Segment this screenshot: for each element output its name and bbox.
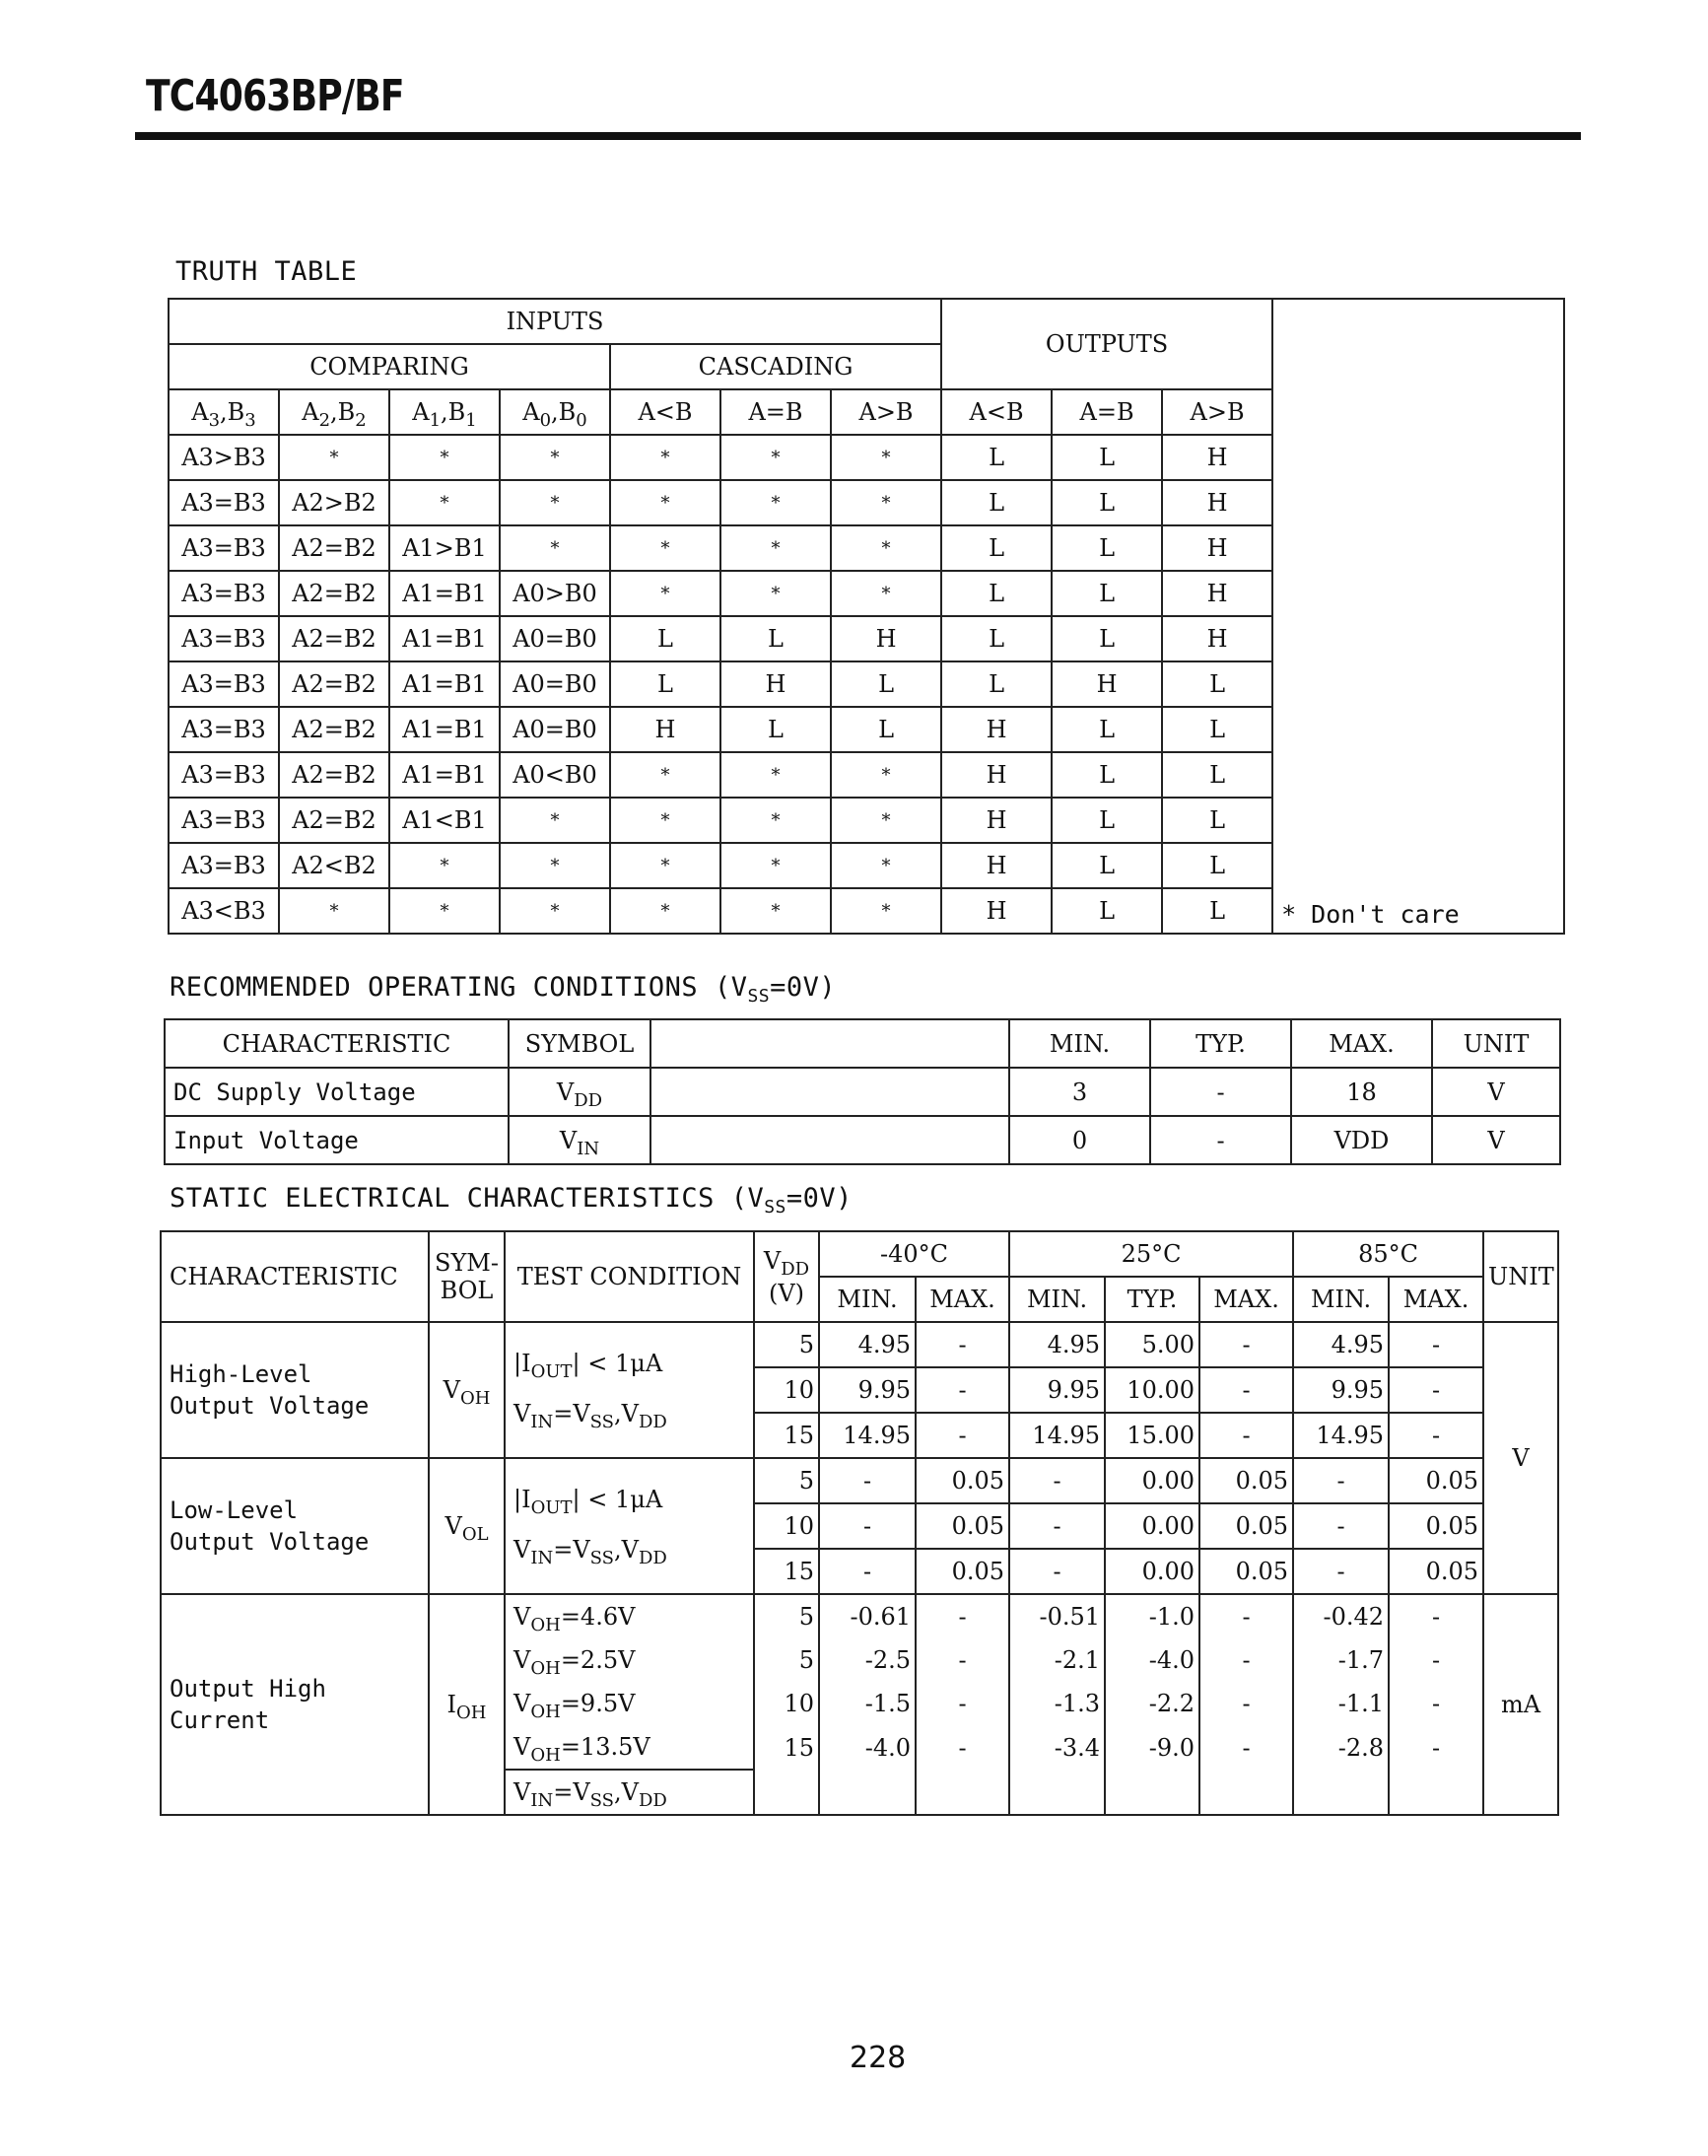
column-header: MIN. (1009, 1019, 1150, 1068)
table-cell: H (1052, 661, 1162, 707)
column-header: A>B (831, 389, 941, 435)
table-cell: - (1199, 1725, 1293, 1770)
column-header: MAX. (1389, 1277, 1483, 1322)
table-cell: A1=B1 (389, 661, 500, 707)
table-cell: 5 (754, 1458, 819, 1503)
table-cell: 0.05 (1199, 1549, 1293, 1594)
table-cell: -1.5 (819, 1682, 916, 1725)
table-cell: 15 (754, 1413, 819, 1458)
table-cell: 0.05 (1199, 1458, 1293, 1503)
table-cell: 14.95 (819, 1413, 916, 1458)
table-cell (1105, 1770, 1199, 1815)
table-cell: $V_{OH}=2.5V$ (505, 1638, 754, 1682)
column-header: $A_1,B_1$ (389, 389, 500, 435)
table-cell: -4.0 (1105, 1638, 1199, 1682)
table-cell: - (1150, 1116, 1291, 1164)
cascading-label: CASCADING (610, 344, 941, 389)
table-cell: - (1293, 1503, 1389, 1549)
column-header: SYM-BOL (429, 1231, 505, 1322)
table-cell: $V_{IN}$ (509, 1116, 650, 1164)
table-cell: L (720, 616, 831, 661)
table-cell: $I_{OH}$ (429, 1594, 505, 1815)
table-cell: A3<B3 (169, 888, 279, 934)
table-cell: * (720, 888, 831, 934)
table-cell: 5 (754, 1594, 819, 1638)
table-cell: V (1432, 1116, 1560, 1164)
table-cell: - (1389, 1367, 1483, 1413)
roc-heading: RECOMMENDED OPERATING CONDITIONS $(V_{SS}=0V)$ (170, 972, 837, 1007)
table-cell: 0.00 (1105, 1503, 1199, 1549)
column-header: TYP. (1150, 1019, 1291, 1068)
table-cell: $|I_{OUT}| < 1\mu A$ $V_{IN}=V_{SS},V_{DD}$ (505, 1322, 754, 1458)
table-cell: - (1293, 1458, 1389, 1503)
table-cell: -2.1 (1009, 1638, 1105, 1682)
table-cell: $V_{IN}=V_{SS},V_{DD}$ (505, 1770, 754, 1815)
dont-care-note: * Don't care (1272, 299, 1564, 934)
table-cell: A2>B2 (279, 480, 389, 525)
table-cell: 0.00 (1105, 1458, 1199, 1503)
table-cell: H (610, 707, 720, 752)
table-cell: 14.95 (1293, 1413, 1389, 1458)
table-cell: - (916, 1725, 1009, 1770)
table-cell: - (819, 1549, 916, 1594)
table-cell: 9.95 (819, 1367, 916, 1413)
table-cell: -0.51 (1009, 1594, 1105, 1638)
table-cell: Low-Level Output Voltage (161, 1458, 429, 1594)
table-cell (1009, 1770, 1105, 1815)
column-header: MAX. (916, 1277, 1009, 1322)
table-cell: 4.95 (1009, 1322, 1105, 1367)
table-cell: Input Voltage (165, 1116, 509, 1164)
column-header: MIN. (1009, 1277, 1105, 1322)
table-cell: Output High Current (161, 1594, 429, 1815)
table-cell: 0.05 (916, 1549, 1009, 1594)
table-cell: L (720, 707, 831, 752)
table-cell (1199, 1770, 1293, 1815)
table-cell: - (1389, 1322, 1483, 1367)
table-cell: -2.8 (1293, 1725, 1389, 1770)
table-cell: H (941, 752, 1052, 798)
table-cell: -2.2 (1105, 1682, 1199, 1725)
table-row (165, 1116, 1560, 1164)
sec-heading-condition: $(V_{SS}=0V)$ (730, 1183, 853, 1217)
table-cell: L (1052, 525, 1162, 571)
title-rule (135, 132, 1581, 140)
table-cell: A2=B2 (279, 707, 389, 752)
table-cell: - (1389, 1594, 1483, 1638)
table-cell: * (831, 435, 941, 480)
table-cell: - (1199, 1322, 1293, 1367)
table-cell: L (610, 616, 720, 661)
table-cell: A3=B3 (169, 752, 279, 798)
table-cell: A0=B0 (500, 616, 610, 661)
table-cell: * (389, 888, 500, 934)
table-cell: - (819, 1503, 916, 1549)
table-cell: 0.05 (1389, 1549, 1483, 1594)
table-cell: 3 (1009, 1068, 1150, 1116)
table-cell: 4.95 (819, 1322, 916, 1367)
table-cell: 5 (754, 1638, 819, 1682)
table-cell: H (1162, 480, 1272, 525)
table-cell: - (1009, 1458, 1105, 1503)
table-cell: * (831, 752, 941, 798)
table-cell: $V_{OH}=4.6V$ (505, 1594, 754, 1638)
table-cell: L (1162, 843, 1272, 888)
table-cell: * (610, 480, 720, 525)
table-cell: V (1483, 1322, 1558, 1594)
static-electrical-characteristics-table (160, 1230, 1559, 1816)
table-cell: 18 (1291, 1068, 1432, 1116)
column-header: A=B (1052, 389, 1162, 435)
table-cell: A3=B3 (169, 480, 279, 525)
truth-table (168, 298, 1565, 935)
table-cell (754, 1770, 819, 1815)
table-cell: H (720, 661, 831, 707)
table-cell: L (610, 661, 720, 707)
table-cell: A3=B3 (169, 525, 279, 571)
table-cell: * (720, 480, 831, 525)
table-cell: A0>B0 (500, 571, 610, 616)
table-cell: L (831, 661, 941, 707)
table-cell: * (279, 888, 389, 934)
roc-heading-condition: $(V_{SS}=0V)$ (714, 972, 837, 1007)
table-cell: - (1199, 1594, 1293, 1638)
outputs-label: OUTPUTS (941, 299, 1272, 389)
table-cell: * (831, 525, 941, 571)
column-header: MIN. (819, 1277, 916, 1322)
table-cell: L (941, 525, 1052, 571)
table-cell: $V_{OL}$ (429, 1458, 505, 1594)
column-header: TEST CONDITION (505, 1231, 754, 1322)
table-cell: - (916, 1682, 1009, 1725)
table-cell: * (389, 480, 500, 525)
table-cell: L (1052, 707, 1162, 752)
sec-heading: STATIC ELECTRICAL CHARACTERISTICS $(V_{SS}=0V)$ (170, 1183, 853, 1217)
table-cell: * (831, 798, 941, 843)
table-cell: * (831, 571, 941, 616)
table-cell: 15.00 (1105, 1413, 1199, 1458)
table-cell: L (941, 616, 1052, 661)
truth-table-heading: TRUTH TABLE (175, 256, 358, 287)
table-cell: * (610, 525, 720, 571)
table-cell (916, 1770, 1009, 1815)
table-cell: L (1052, 843, 1162, 888)
column-header: 25°C (1009, 1231, 1293, 1277)
table-cell: * (279, 435, 389, 480)
table-cell: $V_{OH}=9.5V$ (505, 1682, 754, 1725)
recommended-operating-conditions-table (164, 1018, 1561, 1165)
table-cell: H (941, 843, 1052, 888)
table-cell: L (1052, 435, 1162, 480)
column-header: A<B (610, 389, 720, 435)
table-cell: - (916, 1322, 1009, 1367)
column-header: TYP. (1105, 1277, 1199, 1322)
table-cell: 9.95 (1293, 1367, 1389, 1413)
table-cell: * (720, 435, 831, 480)
table-cell: -3.4 (1009, 1725, 1105, 1770)
table-cell: A3=B3 (169, 661, 279, 707)
table-cell: A3=B3 (169, 616, 279, 661)
table-cell: L (1052, 798, 1162, 843)
table-cell: - (916, 1367, 1009, 1413)
column-header: SYMBOL (509, 1019, 650, 1068)
table-cell: A1=B1 (389, 752, 500, 798)
comparing-label: COMPARING (169, 344, 610, 389)
table-cell: H (831, 616, 941, 661)
column-header (650, 1019, 1009, 1068)
inputs-label: INPUTS (169, 299, 941, 344)
table-cell: A2<B2 (279, 843, 389, 888)
table-cell: 10 (754, 1367, 819, 1413)
table-cell: A0<B0 (500, 752, 610, 798)
column-header: $A_3,B_3$ (169, 389, 279, 435)
table-header-row (161, 1231, 1558, 1277)
table-cell: -1.1 (1293, 1682, 1389, 1725)
table-cell: DC Supply Voltage (165, 1068, 509, 1116)
table-cell: A1=B1 (389, 707, 500, 752)
table-cell: * (831, 480, 941, 525)
table-cell: A2=B2 (279, 752, 389, 798)
table-cell: * (720, 798, 831, 843)
table-cell: -9.0 (1105, 1725, 1199, 1770)
table-cell: * (500, 843, 610, 888)
table-header-row (165, 1019, 1560, 1068)
table-cell: * (610, 435, 720, 480)
table-cell: - (1199, 1682, 1293, 1725)
table-cell: H (1162, 435, 1272, 480)
table-cell: * (831, 888, 941, 934)
table-cell: * (389, 435, 500, 480)
table-cell: * (500, 435, 610, 480)
table-cell: * (720, 843, 831, 888)
table-cell: - (916, 1413, 1009, 1458)
table-cell: H (941, 888, 1052, 934)
table-cell: $V_{OH}$ (429, 1322, 505, 1458)
table-cell: mA (1483, 1594, 1558, 1815)
table-cell: * (610, 571, 720, 616)
table-cell: 9.95 (1009, 1367, 1105, 1413)
table-cell: -4.0 (819, 1725, 916, 1770)
table-cell: * (720, 525, 831, 571)
table-cell: 15 (754, 1549, 819, 1594)
table-cell (819, 1770, 916, 1815)
table-cell: 0.00 (1105, 1549, 1199, 1594)
table-cell: -1.7 (1293, 1638, 1389, 1682)
table-cell: H (1162, 525, 1272, 571)
table-cell: High-Level Output Voltage (161, 1322, 429, 1458)
table-cell: -0.42 (1293, 1594, 1389, 1638)
table-cell: L (1162, 798, 1272, 843)
column-header: MIN. (1293, 1277, 1389, 1322)
table-cell: - (1389, 1682, 1483, 1725)
table-cell: - (916, 1594, 1009, 1638)
table-cell: L (1052, 888, 1162, 934)
table-cell: A3>B3 (169, 435, 279, 480)
table-cell: L (1052, 752, 1162, 798)
table-cell: A3=B3 (169, 571, 279, 616)
page-title: TC4063BP/BF (146, 71, 404, 121)
table-cell: L (831, 707, 941, 752)
table-cell: - (1009, 1503, 1105, 1549)
table-cell: L (941, 571, 1052, 616)
table-cell: H (941, 707, 1052, 752)
column-header: 85°C (1293, 1231, 1483, 1277)
table-row (161, 1594, 1558, 1638)
table-cell: A3=B3 (169, 798, 279, 843)
table-cell: $|I_{OUT}| < 1\mu A$ $V_{IN}=V_{SS},V_{DD}$ (505, 1458, 754, 1594)
column-header: MAX. (1291, 1019, 1432, 1068)
column-header: $A_2,B_2$ (279, 389, 389, 435)
table-cell: * (610, 752, 720, 798)
table-cell (1293, 1770, 1389, 1815)
table-cell: A1>B1 (389, 525, 500, 571)
table-cell: 0.05 (916, 1503, 1009, 1549)
table-cell: * (500, 798, 610, 843)
table-cell: * (720, 571, 831, 616)
table-cell: * (720, 752, 831, 798)
table-cell: 0 (1009, 1116, 1150, 1164)
table-cell: A1=B1 (389, 616, 500, 661)
column-header: CHARACTERISTIC (161, 1231, 429, 1322)
table-cell: L (941, 435, 1052, 480)
table-cell: L (1162, 707, 1272, 752)
table-cell: A3=B3 (169, 843, 279, 888)
table-cell: A0=B0 (500, 661, 610, 707)
table-cell: V (1432, 1068, 1560, 1116)
table-cell: * (610, 843, 720, 888)
column-header: -40°C (819, 1231, 1009, 1277)
table-cell: -1.0 (1105, 1594, 1199, 1638)
table-cell: A3=B3 (169, 707, 279, 752)
table-cell: A1=B1 (389, 571, 500, 616)
table-cell: A2=B2 (279, 616, 389, 661)
table-cell: - (819, 1458, 916, 1503)
table-cell: A2=B2 (279, 571, 389, 616)
table-cell (1389, 1770, 1483, 1815)
table-cell: * (500, 480, 610, 525)
table-cell: 0.05 (1199, 1503, 1293, 1549)
column-header: CHARACTERISTIC (165, 1019, 509, 1068)
table-cell: H (1162, 616, 1272, 661)
column-header: MAX. (1199, 1277, 1293, 1322)
table-cell: - (1199, 1638, 1293, 1682)
table-cell: -2.5 (819, 1638, 916, 1682)
page-number: 228 (850, 2041, 907, 2075)
table-cell: 5 (754, 1322, 819, 1367)
table-cell: - (1150, 1068, 1291, 1116)
table-cell: -1.3 (1009, 1682, 1105, 1725)
table-cell: - (1389, 1413, 1483, 1458)
table-cell: L (1052, 480, 1162, 525)
table-cell: A2=B2 (279, 525, 389, 571)
table-cell: H (1162, 571, 1272, 616)
table-row (161, 1458, 1558, 1503)
column-header: A>B (1162, 389, 1272, 435)
table-cell: - (1199, 1367, 1293, 1413)
table-cell: L (941, 480, 1052, 525)
table-cell: VDD (1291, 1116, 1432, 1164)
table-cell: - (1293, 1549, 1389, 1594)
table-cell: L (1052, 571, 1162, 616)
table-cell: A2=B2 (279, 661, 389, 707)
table-cell: - (916, 1638, 1009, 1682)
column-header: $V_{DD}$ (V) (754, 1231, 819, 1322)
table-cell: * (610, 798, 720, 843)
table-cell: - (1199, 1413, 1293, 1458)
table-cell (650, 1116, 1009, 1164)
table-cell: A1<B1 (389, 798, 500, 843)
table-cell: - (1389, 1725, 1483, 1770)
table-cell: 14.95 (1009, 1413, 1105, 1458)
table-row (161, 1322, 1558, 1367)
column-header: A<B (941, 389, 1052, 435)
table-cell: L (1052, 616, 1162, 661)
table-cell: L (1162, 752, 1272, 798)
table-cell: $V_{DD}$ (509, 1068, 650, 1116)
table-cell: - (1389, 1638, 1483, 1682)
table-row (165, 1068, 1560, 1116)
table-cell: $V_{OH}=13.5V$ (505, 1725, 754, 1770)
table-cell: 0.05 (916, 1458, 1009, 1503)
table-cell: L (1162, 888, 1272, 934)
column-header: UNIT (1432, 1019, 1560, 1068)
table-cell: A2=B2 (279, 798, 389, 843)
table-cell: 0.05 (1389, 1503, 1483, 1549)
table-cell: * (389, 843, 500, 888)
column-header: UNIT (1483, 1231, 1558, 1322)
table-cell: L (941, 661, 1052, 707)
table-cell: -0.61 (819, 1594, 916, 1638)
table-cell: 4.95 (1293, 1322, 1389, 1367)
table-cell: 5.00 (1105, 1322, 1199, 1367)
table-cell: 10 (754, 1682, 819, 1725)
table-cell: - (1009, 1549, 1105, 1594)
column-header: A=B (720, 389, 831, 435)
column-header: $A_0,B_0$ (500, 389, 610, 435)
table-cell: 15 (754, 1725, 819, 1770)
table-cell (650, 1068, 1009, 1116)
table-cell: L (1162, 661, 1272, 707)
table-cell: H (941, 798, 1052, 843)
table-cell: * (500, 525, 610, 571)
table-cell: * (831, 843, 941, 888)
table-cell: A0=B0 (500, 707, 610, 752)
table-cell: 10.00 (1105, 1367, 1199, 1413)
table-cell: * (500, 888, 610, 934)
table-cell: 10 (754, 1503, 819, 1549)
table-cell: 0.05 (1389, 1458, 1483, 1503)
table-cell: * (610, 888, 720, 934)
